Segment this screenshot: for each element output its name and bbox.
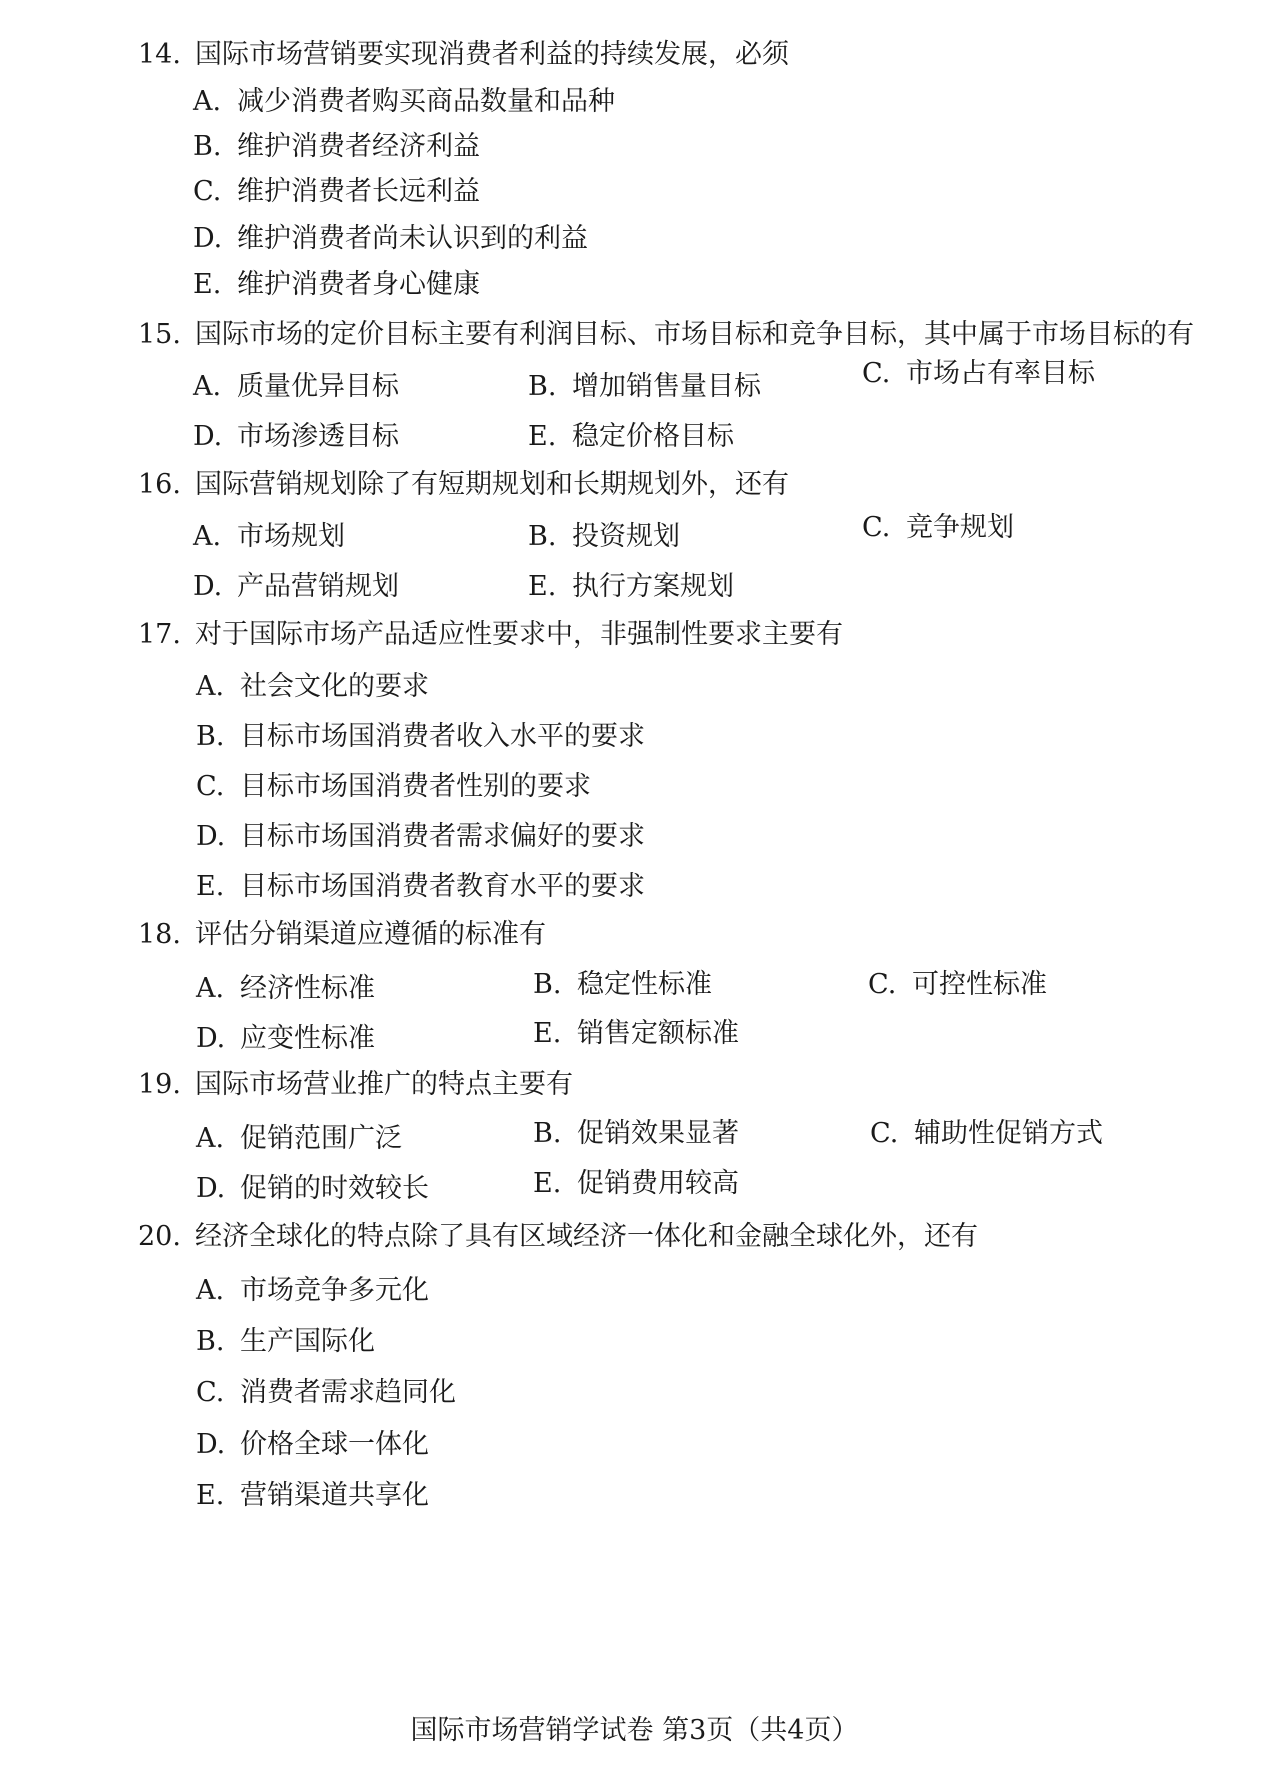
question-14-option-b: B. 维护消费者经济利益 (193, 131, 480, 162)
question-17-option-b: B. 目标市场国消费者收入水平的要求 (196, 721, 645, 752)
question-16-stem (138, 468, 789, 502)
question-16-option-e: E. 执行方案规划 (528, 571, 734, 602)
question-18-option-b: B. 稳定性标准 (533, 969, 712, 1000)
question-14-option-e: E. 维护消费者身心健康 (193, 269, 480, 300)
question-19-option-e: E. 促销费用较高 (533, 1168, 739, 1199)
question-14-option-d: D. 维护消费者尚未认识到的利益 (193, 223, 588, 254)
question-19-option-a: A. 促销范围广泛 (196, 1123, 402, 1154)
question-number: 20. (138, 1221, 181, 1252)
question-16-option-d: D. 产品营销规划 (193, 571, 399, 602)
question-17-option-e: E. 目标市场国消费者教育水平的要求 (196, 871, 645, 902)
question-16-option-c: C. 竞争规划 (862, 512, 1014, 543)
question-text: 评估分销渠道应遵循的标准有 (195, 919, 546, 950)
question-19-option-b: B. 促销效果显著 (533, 1118, 739, 1149)
question-17-option-c: C. 目标市场国消费者性别的要求 (196, 771, 591, 802)
question-number: 15. (138, 319, 181, 350)
question-15-option-c: C. 市场占有率目标 (862, 358, 1095, 389)
question-19-option-c: C. 辅助性促销方式 (870, 1118, 1103, 1149)
question-18-option-a: A. 经济性标准 (196, 973, 375, 1004)
question-15-option-a: A. 质量优异目标 (193, 371, 399, 402)
question-text: 经济全球化的特点除了具有区域经济一体化和金融全球化外，还有 (195, 1221, 978, 1252)
question-18-option-c: C. 可控性标准 (868, 969, 1047, 1000)
question-17-option-a: A. 社会文化的要求 (196, 671, 429, 702)
question-18-option-d: D. 应变性标准 (196, 1023, 375, 1054)
question-20-option-d: D. 价格全球一体化 (196, 1429, 429, 1460)
question-15-stem (138, 318, 1194, 352)
question-14-option-a: A. 减少消费者购买商品数量和品种 (193, 86, 615, 117)
question-16-option-a: A. 市场规划 (193, 521, 345, 552)
question-15-option-e: E. 稳定价格目标 (528, 421, 734, 452)
question-text: 国际市场营业推广的特点主要有 (195, 1069, 573, 1100)
question-15-option-d: D. 市场渗透目标 (193, 421, 399, 452)
question-number: 17. (138, 619, 181, 650)
question-text: 国际市场营销要实现消费者利益的持续发展，必须 (195, 39, 789, 70)
question-20-option-b: B. 生产国际化 (196, 1326, 375, 1357)
question-20-option-e: E. 营销渠道共享化 (196, 1480, 429, 1511)
question-number: 19. (138, 1069, 181, 1100)
question-text: 对于国际市场产品适应性要求中，非强制性要求主要有 (195, 619, 843, 650)
question-number: 16. (138, 469, 181, 500)
question-18-option-e: E. 销售定额标准 (533, 1018, 739, 1049)
question-text: 国际市场的定价目标主要有利润目标、市场目标和竞争目标，其中属于市场目标的有 (195, 319, 1194, 350)
question-14-stem (138, 38, 789, 72)
question-17-stem (138, 618, 843, 652)
page-footer: 国际市场营销学试卷 第3页（共4页） (410, 1715, 859, 1746)
question-number: 14. (138, 39, 181, 70)
question-20-option-c: C. 消费者需求趋同化 (196, 1377, 456, 1408)
question-19-option-d: D. 促销的时效较长 (196, 1173, 429, 1204)
question-text: 国际营销规划除了有短期规划和长期规划外，还有 (195, 469, 789, 500)
question-20-stem (138, 1220, 978, 1254)
question-20-option-a: A. 市场竞争多元化 (196, 1275, 429, 1306)
question-15-option-b: B. 增加销售量目标 (528, 371, 761, 402)
question-number: 18. (138, 919, 181, 950)
question-14-option-c: C. 维护消费者长远利益 (193, 176, 480, 207)
question-17-option-d: D. 目标市场国消费者需求偏好的要求 (196, 821, 645, 852)
question-18-stem (138, 918, 546, 952)
question-16-option-b: B. 投资规划 (528, 521, 680, 552)
question-19-stem (138, 1068, 573, 1102)
